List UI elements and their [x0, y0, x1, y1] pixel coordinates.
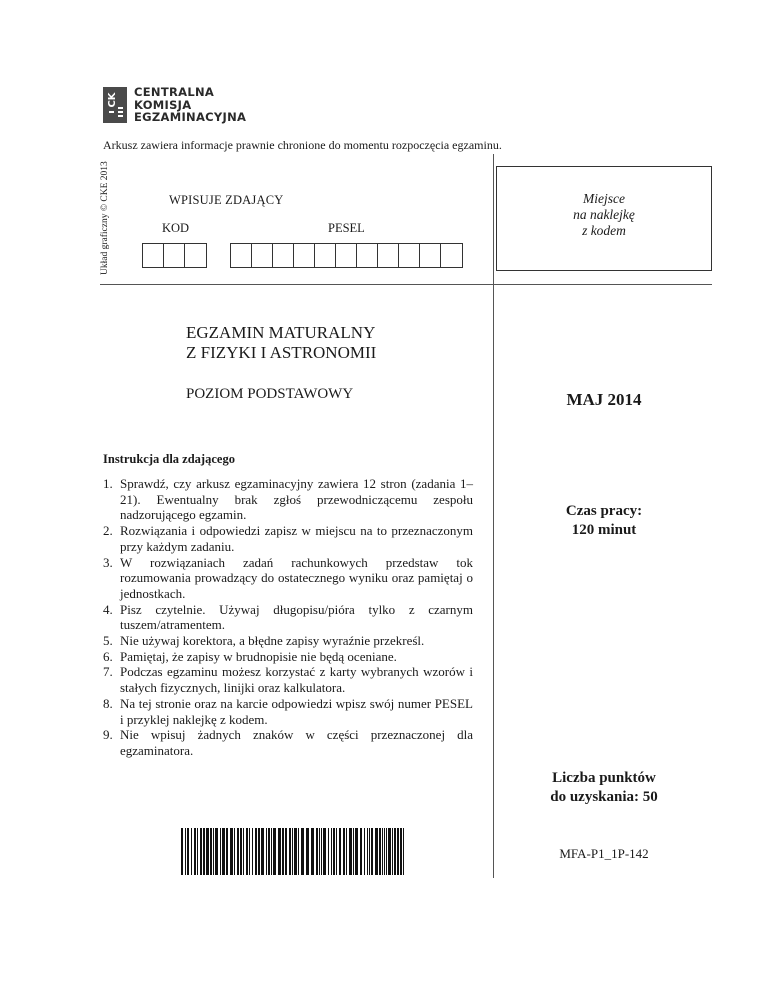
pesel-box[interactable] — [336, 244, 357, 267]
instruction-item: 5. Nie używaj korektora, a błędne zapisy wyraźnie przekreśl. — [103, 633, 425, 649]
sticker-line-3: z kodem — [582, 223, 626, 238]
instruction-item: 6. Pamiętaj, że zapisy w brudnopisie nie będą oceniane. — [103, 648, 397, 664]
pesel-box[interactable] — [357, 244, 378, 267]
kod-box[interactable] — [143, 244, 164, 267]
exam-time — [496, 502, 712, 540]
pesel-box[interactable] — [378, 244, 399, 267]
exam-title — [186, 323, 376, 363]
pesel-box[interactable] — [420, 244, 441, 267]
instruction-item: 7. Podczas egzaminu możesz korzystać z karty wybranych wzorów i stałych fizycznych, linijki oraz kalkulatora. — [103, 664, 473, 696]
instructions-heading: Instrukcja dla zdającego — [103, 452, 235, 466]
cke-logo-mark — [103, 87, 127, 123]
logo-line-3: EGZAMINACYJNA — [134, 110, 247, 124]
barcode-icon — [181, 828, 406, 875]
instruction-item: 4. Pisz czytelnie. Używaj długopisu/pióra tylko z czarnym tuszem/atramentem. — [103, 601, 473, 633]
time-line-2: 120 minut — [571, 522, 637, 538]
instructions-list — [103, 476, 473, 759]
instruction-item: 3. W rozwiązaniach zadań rachunkowych przedstaw tok rozumowania prowadzący do ostatecznego wyniku oraz pamiętaj o jednostkach. — [103, 554, 473, 601]
logo-line-1: CENTRALNA — [134, 85, 215, 99]
pesel-box[interactable] — [273, 244, 294, 267]
exam-title-line-2: Z FIZYKI I ASTRONOMII — [186, 343, 377, 362]
candidate-heading: WPISUJE ZDAJĄCY — [169, 193, 284, 207]
pesel-box[interactable] — [315, 244, 336, 267]
exam-code: MFA-P1_1P-142 — [559, 846, 649, 861]
pesel-box[interactable] — [252, 244, 273, 267]
copyright-side-note: Układ graficzny © CKE 2013 — [100, 161, 110, 275]
instruction-item: 8. Na tej stronie oraz na karcie odpowiedzi wpisz swój numer PESEL i przyklej naklejkę z kodem. — [103, 695, 473, 727]
cke-logo-icon — [103, 87, 127, 123]
logo-line-2: KOMISJA — [134, 97, 192, 112]
time-line-1: Czas pracy: — [565, 503, 643, 519]
divider-vertical-top — [493, 154, 494, 284]
pesel-input-boxes[interactable] — [230, 243, 463, 268]
max-points — [496, 769, 712, 807]
divider-vertical-main — [493, 284, 494, 878]
sticker-line-1: Miejsce — [583, 191, 625, 206]
pesel-box[interactable] — [231, 244, 252, 267]
exam-date: MAJ 2014 — [566, 390, 642, 409]
pesel-box[interactable] — [441, 244, 462, 267]
pesel-box[interactable] — [399, 244, 420, 267]
pesel-label: PESEL — [328, 221, 365, 235]
kod-box[interactable] — [164, 244, 185, 267]
points-line-2: do uzyskania: 50 — [550, 789, 658, 805]
instruction-item: 1. Sprawdź, czy arkusz egzaminacyjny zawiera 12 stron (zadania 1–21). Ewentualny brak zgłoś przewodniczącemu zespołu nadzorującego egzamin. — [103, 476, 473, 523]
points-line-1: Liczba punktów — [552, 770, 656, 786]
legal-notice: Arkusz zawiera informacje prawnie chronione do momentu rozpoczęcia egzaminu. — [103, 138, 502, 152]
logo-mark-text: CK — [107, 92, 118, 108]
pesel-box[interactable] — [294, 244, 315, 267]
exam-title-line-1: EGZAMIN MATURALNY — [186, 323, 376, 342]
cke-logo-text — [134, 86, 246, 124]
instruction-item: 9. Nie wpisuj żadnych znaków w części przeznaczonej dla egzaminatora. — [103, 727, 473, 758]
kod-box[interactable] — [185, 244, 206, 267]
sticker-placeholder — [496, 166, 712, 271]
kod-input-boxes[interactable] — [142, 243, 207, 268]
kod-label: KOD — [162, 221, 190, 235]
divider-horizontal — [100, 284, 712, 285]
sticker-line-2: na naklejkę — [573, 207, 635, 222]
instruction-item: 2. Rozwiązania i odpowiedzi zapisz w miejscu na to przeznaczonym przy każdym zadaniu. — [103, 523, 473, 554]
exam-level: POZIOM PODSTAWOWY — [186, 386, 354, 402]
